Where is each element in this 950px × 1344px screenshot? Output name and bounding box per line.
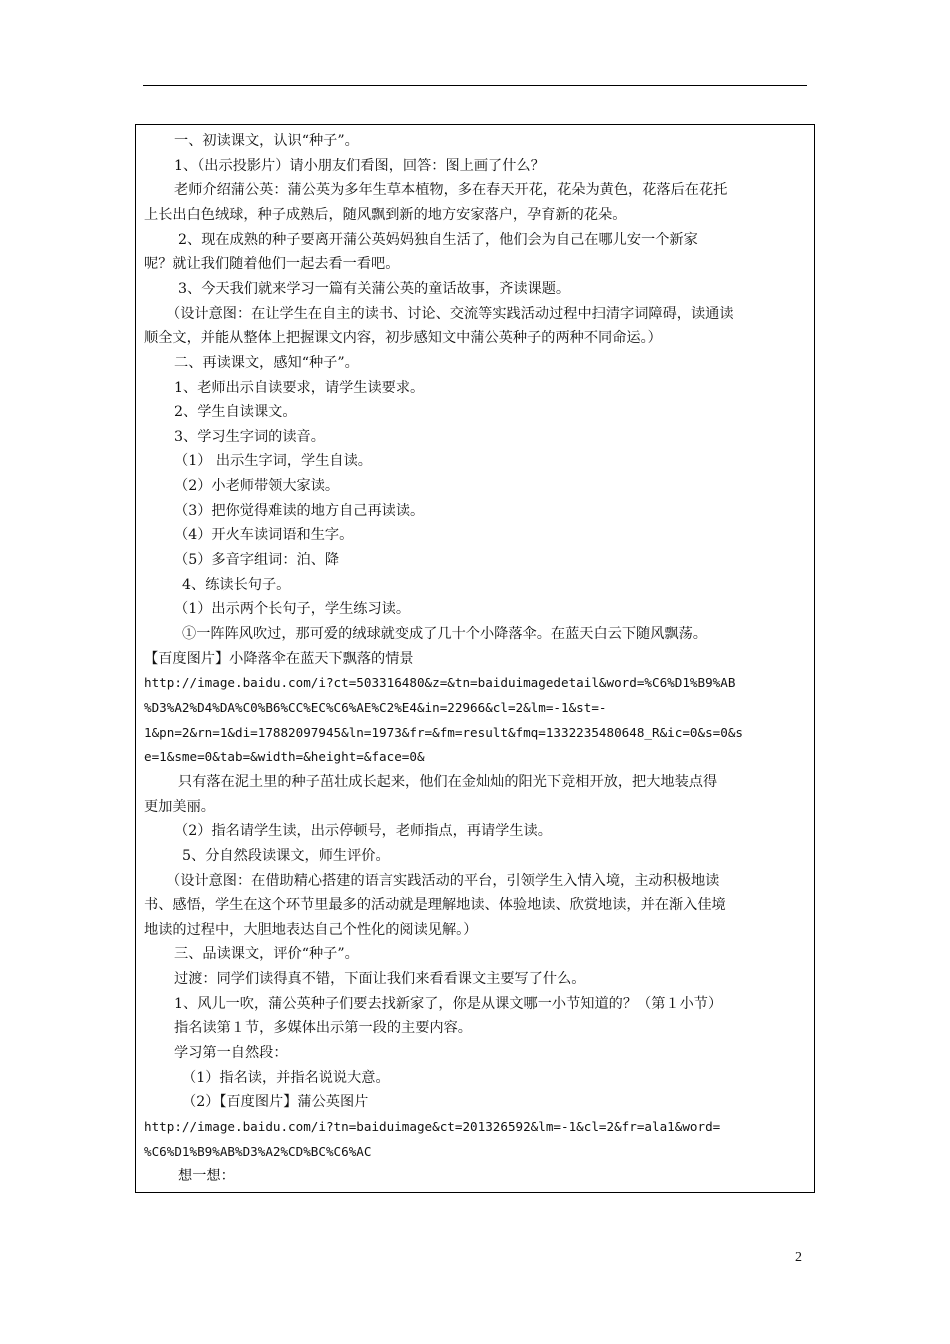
text-line: ①一阵阵风吹过，那可爱的绒球就变成了几十个小降落伞。在蓝天白云下随风飘荡。 — [182, 626, 707, 642]
text-line: 只有落在泥土里的种子茁壮成长起来，他们在金灿灿的阳光下竞相开放，把大地装点得 — [178, 773, 718, 790]
text-line: （2）【百度图片】蒲公英图片 — [182, 1094, 369, 1111]
text-line: 3、今天我们就来学习一篇有关蒲公英的童话故事，齐读课题。 — [178, 280, 571, 297]
lesson-text-lines — [136, 125, 814, 1192]
url-line[interactable]: e=1&sme=0&tab=&width=&height=&face=0& — [144, 749, 425, 765]
text-line: 书、感悟，学生在这个环节里最多的活动就是理解地读、体验地读、欣赏地读，并在渐入佳境 — [144, 897, 726, 914]
text-line: （2）小老师带领大家读。 — [174, 478, 340, 495]
text-line: 上长出白色绒球，种子成熟后，随风飘到新的地方安家落户，孕育新的花朵。 — [144, 206, 627, 223]
text-line: 5、分自然段读课文，师生评价。 — [182, 847, 390, 864]
text-line: 1、风儿一吹，蒲公英种子们要去找新家了，你是从课文哪一小节知道的？（第１小节） — [174, 995, 723, 1012]
text-line: 【百度图片】小降落伞在蓝天下飘落的情景 — [144, 650, 414, 667]
text-line: 一、初读课文，认识“种子”。 — [174, 133, 359, 149]
text-line: （1）出示两个长句子，学生练习读。 — [174, 601, 411, 618]
url-line[interactable]: %D3%A2%D4%DA%C0%B6%CC%EC%C6%AE%C2%E4&in=22966&cl=2&lm=-1&st=- — [144, 699, 607, 715]
text-line: （5）多音字组词：泊、降 — [174, 552, 340, 569]
text-line: （1） 出示生字词，学生自读。 — [174, 453, 372, 470]
text-line: （4）开火车读词语和生字。 — [174, 527, 354, 544]
text-line: 过渡：同学们读得真不错，下面让我们来看看课文主要写了什么。 — [174, 971, 586, 988]
lesson-content-box — [135, 124, 815, 1193]
url-line[interactable]: %C6%D1%B9%AB%D3%A2%CD%BC%C6%AC — [144, 1143, 372, 1159]
text-line: 4、练读长句子。 — [182, 576, 291, 593]
text-line: 1、老师出示自读要求，请学生读要求。 — [174, 379, 425, 396]
url-line[interactable]: 1&pn=2&rn=1&di=17882097945&ln=1973&fr=&fm=result&fmq=1332235480648_R&ic=0&s=0&s — [144, 724, 743, 740]
text-line: 想一想： — [178, 1168, 235, 1185]
text-line: 2、现在成熟的种子要离开蒲公英妈妈独自生活了，他们会为自己在哪儿安一个新家 — [178, 231, 698, 248]
text-line: 2、学生自读课文。 — [174, 404, 297, 421]
page-number: 2 — [795, 1250, 802, 1265]
text-line: 二、再读课文，感知“种子”。 — [174, 354, 359, 371]
text-line: （1）指名读，并指名说说大意。 — [182, 1069, 390, 1086]
text-line: 顺全文，并能从整体上把握课文内容，初步感知文中蒲公英种子的两种不同命运。） — [144, 330, 662, 347]
text-line: 地读的过程中，大胆地表达自己个性化的阅读见解。） — [144, 921, 478, 938]
text-line: （设计意图：在让学生在自主的读书、讨论、交流等实践活动过程中扫清字词障碍，读通读 — [166, 305, 734, 322]
text-line: 三、品读课文，评价“种子”。 — [174, 946, 359, 963]
text-line: 更加美丽。 — [144, 798, 215, 815]
header-rule — [143, 85, 807, 86]
text-line: 学习第一自然段： — [174, 1045, 288, 1062]
text-line: 1、（出示投影片）请小朋友们看图，回答：图上画了什么？ — [174, 157, 545, 174]
url-line[interactable]: http://image.baidu.com/i?ct=503316480&z=&tn=baiduimagedetail&word=%C6%D1%B9%AB — [144, 675, 736, 691]
url-line[interactable]: http://image.baidu.com/i?tn=baiduimage&ct=201326592&lm=-1&cl=2&fr=ala1&word= — [144, 1119, 721, 1134]
text-line: 呢？就让我们随着他们一起去看一看吧。 — [144, 256, 400, 273]
text-line: （3）把你觉得难读的地方自己再读读。 — [174, 502, 425, 519]
text-line: 3、学习生字词的读音。 — [174, 428, 325, 445]
text-line: 老师介绍蒲公英：蒲公英为多年生草本植物，多在春天开花，花朵为黄色，花落后在花托 — [174, 182, 728, 199]
text-line: （设计意图：在借助精心搭建的语言实践活动的平台，引领学生入情入境，主动积极地读 — [166, 872, 720, 889]
text-line: 指名读第１节，多媒体出示第一段的主要内容。 — [174, 1020, 472, 1037]
text-line: （2）指名请学生读，出示停顿号，老师指点，再请学生读。 — [174, 823, 552, 840]
